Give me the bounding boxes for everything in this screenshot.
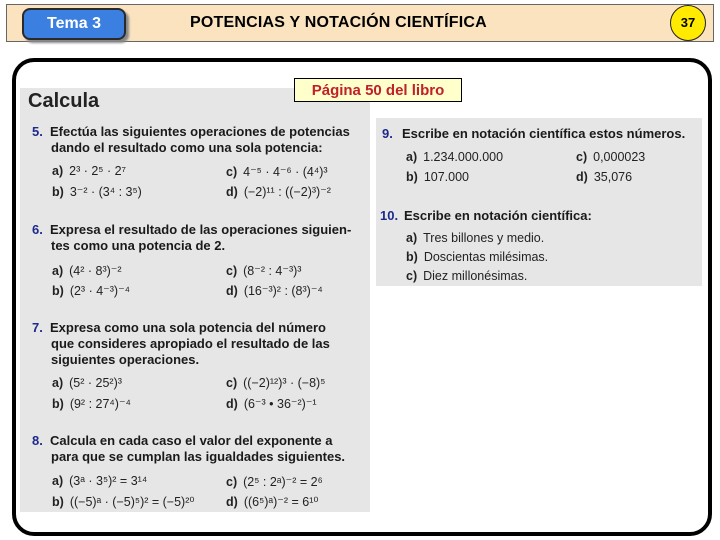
exercise-number: 9. [382,126,393,141]
exercise-8 [32,433,368,465]
exercise-9-item-a: a) 1.234.000.000 [406,150,504,164]
exercise-text: tes como una potencia de 2. [51,238,226,253]
exercise-number: 10. [380,208,399,223]
exercise-6-item-c: c) (8⁻² : 4⁻³)³ [226,264,302,278]
exercise-text: Expresa el resultado de las operaciones siguien- [50,222,352,237]
exercise-7-item-b: b) (9² : 27⁴)⁻⁴ [52,397,131,411]
book-reference: Página 50 del libro [294,78,462,102]
exercise-text: Efectúa las siguientes operaciones de potencias [50,124,350,139]
exercise-7 [32,320,368,368]
exercise-text: siguientes operaciones. [51,352,200,367]
exercise-9 [382,126,702,142]
exercise-8-item-a: a) (3ᵃ · 3⁵)² = 3¹⁴ [52,474,148,488]
exercise-9-item-b: b) 107.000 [406,170,469,184]
exercise-number: 7. [32,320,43,335]
exercise-7-item-c: c) ((−2)¹²)³ · (−8)⁵ [226,376,326,390]
exercise-8-item-d: d) ((6⁵)ᵃ)⁻² = 6¹⁰ [226,495,319,509]
exercise-text: Escribe en notación científica estos números. [402,126,686,141]
exercise-9-item-d: d) 35,076 [576,170,633,184]
page-number-badge: 37 [670,5,706,41]
exercise-5 [32,124,368,156]
exercise-6-item-b: b) (2³ · 4⁻³)⁻⁴ [52,284,131,298]
section-title: Calcula [28,90,100,112]
exercise-8-item-b: b) ((−5)ᵃ · (−5)⁵)² = (−5)²⁰ [52,495,195,509]
exercise-5-item-c: c) 4⁻⁵ · 4⁻⁶ · (4⁴)³ [226,165,328,179]
exercise-6 [32,222,368,254]
exercise-6-item-a: a) (4² · 8³)⁻² [52,264,122,278]
exercise-text: dando el resultado como una sola potencia: [51,140,323,155]
exercise-text: Escribe en notación científica: [404,208,592,223]
exercise-5-item-b: b) 3⁻² · (3⁴ : 3⁵) [52,185,142,199]
exercise-9-item-c: c) 0,000023 [576,150,646,164]
exercise-10-item-b: b) Doscientas milésimas. [406,250,549,264]
exercise-number: 5. [32,124,43,139]
exercise-8-item-c: c) (2⁵ : 2ᵃ)⁻² = 2⁶ [226,475,323,489]
exercise-number: 6. [32,222,43,237]
exercise-text: para que se cumplan las igualdades siguientes. [51,449,346,464]
exercise-10-item-a: a) Tres billones y medio. [406,231,545,245]
exercise-6-item-d: d) (16⁻³)² : (8³)⁻⁴ [226,284,323,298]
exercise-text: que consideres apropiado el resultado de las [51,336,330,351]
exercise-10-item-c: c) Diez millonésimas. [406,269,528,283]
exercise-7-item-d: d) (6⁻³ • 36⁻²)⁻¹ [226,397,317,411]
exercise-text: Expresa como una sola potencia del número [50,320,326,335]
page-title: POTENCIAS Y NOTACIÓN CIENTÍFICA [190,14,487,31]
tema-button[interactable]: Tema 3 [22,8,126,40]
exercise-number: 8. [32,433,43,448]
exercise-10 [380,208,702,224]
exercise-7-item-a: a) (5² · 25²)³ [52,376,122,390]
exercise-5-item-d: d) (−2)¹¹ : ((−2)³)⁻² [226,185,331,199]
exercise-text: Calcula en cada caso el valor del exponente a [50,433,333,448]
exercise-5-item-a: a) 2³ · 2⁵ · 2⁷ [52,164,127,178]
